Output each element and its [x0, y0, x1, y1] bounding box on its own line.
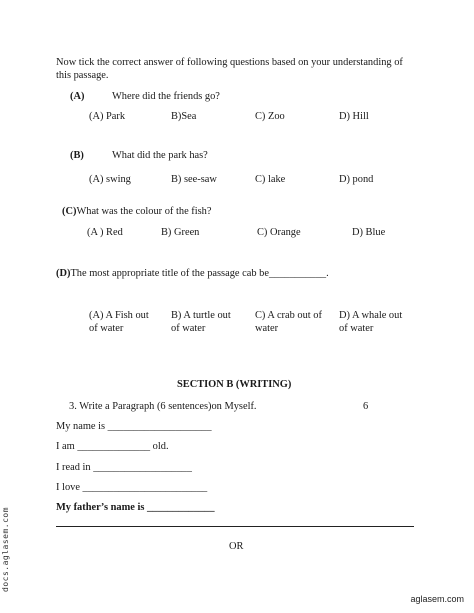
footer-brand: aglasem.com — [410, 594, 464, 604]
question-d-option-d-line1: D) A whale out — [339, 310, 403, 321]
question-d-option-b[interactable] — [171, 309, 231, 335]
question-b-label: (B) — [70, 150, 84, 161]
question-c-label: (C) — [62, 206, 77, 217]
question-d-option-c-line1: C) A crab out of — [255, 310, 322, 321]
question-a-option-d[interactable]: D) Hill — [339, 111, 369, 122]
question-d-line — [56, 267, 329, 280]
question-b-option-b[interactable]: B) see-saw — [171, 174, 217, 185]
intro-line-2: this passage. — [56, 70, 109, 81]
side-watermark: docs.aglasem.com — [1, 506, 10, 592]
intro-line-1: Now tick the correct answer of following questions based on your understanding of — [56, 57, 403, 68]
question-b-option-a[interactable]: (A) swing — [89, 174, 131, 185]
or-separator: OR — [229, 541, 244, 552]
question-d-text: The most appropriate title of the passage cab be___________. — [70, 268, 329, 279]
question-c-option-a[interactable]: (A ) Red — [87, 227, 123, 238]
question-a-option-b[interactable]: B)Sea — [171, 111, 197, 122]
question-d-option-c[interactable] — [255, 309, 322, 335]
question-b-text: What did the park has? — [112, 150, 208, 161]
question-3-text: 3. Write a Paragraph (6 sentences)on Myself. — [69, 401, 257, 412]
question-d-option-a-line2: of water — [89, 323, 124, 334]
fill-line-age[interactable]: I am ______________ old. — [56, 441, 169, 452]
section-b-title: SECTION B (WRITING) — [177, 379, 292, 390]
fill-line-class[interactable]: I read in ___________________ — [56, 462, 192, 473]
writing-rule-line[interactable] — [56, 526, 414, 527]
question-c-line — [62, 205, 211, 218]
fill-line-father[interactable]: My father’s name is _____________ — [56, 502, 215, 513]
fill-line-name[interactable]: My name is ____________________ — [56, 421, 212, 432]
question-a-text: Where did the friends go? — [112, 91, 220, 102]
question-a-option-a[interactable]: (A) Park — [89, 111, 126, 122]
question-3-marks: 6 — [363, 401, 369, 412]
question-c-option-d[interactable]: D) Blue — [352, 227, 386, 238]
question-d-option-a-line1: (A) A Fish out — [89, 310, 149, 321]
question-d-option-a[interactable] — [89, 309, 149, 335]
question-a-option-c[interactable]: C) Zoo — [255, 111, 285, 122]
question-b-option-c[interactable]: C) lake — [255, 174, 286, 185]
question-d-option-d[interactable] — [339, 309, 402, 335]
question-c-text: What was the colour of the fish? — [76, 206, 212, 217]
question-c-option-b[interactable]: B) Green — [161, 227, 200, 238]
question-d-option-d-line2: of water — [339, 323, 374, 334]
question-d-option-b-line2: of water — [171, 323, 206, 334]
question-b-option-d[interactable]: D) pond — [339, 174, 374, 185]
fill-line-love[interactable]: I love ________________________ — [56, 482, 208, 493]
question-a-label: (A) — [70, 91, 85, 102]
question-d-option-c-line2: water — [255, 323, 279, 334]
question-d-label: (D) — [56, 268, 71, 279]
question-d-option-b-line1: B) A turtle out — [171, 310, 231, 321]
question-c-option-c[interactable]: C) Orange — [257, 227, 301, 238]
